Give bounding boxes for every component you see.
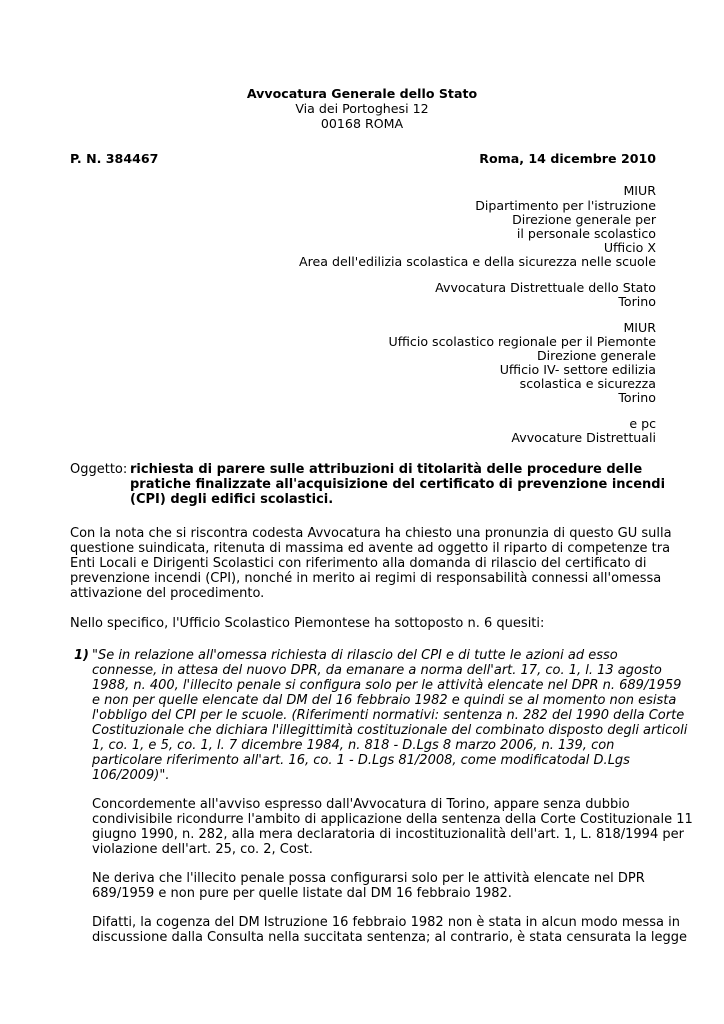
subject-line: richiesta di parere sulle attribuzioni di titolarità delle procedure delle	[130, 462, 643, 477]
paragraph-line: prevenzione incendi (CPI), nonché in merito ai regimi di responsabilità connessi all'omessa	[70, 571, 662, 586]
recipient-line: Dipartimento per l'istruzione	[475, 198, 656, 213]
recipient-line: Ufficio scolastico regionale per il Piemonte	[388, 334, 656, 349]
recipient-line: Direzione generale per	[512, 212, 656, 227]
quote-line: 1, co. 1, e 5, co. 1, l. 7 dicembre 1984, n. 818 - D.Lgs 8 marzo 2006, n. 139, con	[92, 738, 615, 753]
subject-line: pratiche finalizzate all'acquisizione del certificato di prevenzione incendi	[130, 477, 666, 492]
recipient-line: Avvocature Distrettuali	[511, 430, 656, 445]
recipient-line: MIUR	[623, 320, 656, 335]
protocol-number: P. N. 384467	[70, 151, 159, 166]
quote-line: 106/2009)".	[92, 768, 170, 783]
paragraph-line: 689/1959 e non pure per quelle listate dal DM 16 febbraio 1982.	[92, 886, 512, 901]
recipient-line: Ufficio IV- settore edilizia	[499, 362, 656, 377]
quote-line: l'obbligo del CPI per le scuole. (Riferimenti normativi: sentenza n. 282 del 1990 della Corte	[92, 708, 685, 723]
recipient-line: scolastica e sicurezza	[519, 376, 656, 391]
paragraph-line: Difatti, la cogenza del DM Istruzione 16 febbraio 1982 non è stata in alcun modo messa in	[92, 915, 680, 930]
subject-label: Oggetto:	[70, 462, 128, 477]
subject-line: (CPI) degli edifici scolastici.	[130, 492, 334, 507]
quote-line: e non per quelle elencate dal DM del 16 febbraio 1982 e quindi se al momento non esista	[92, 693, 677, 708]
paragraph-line: attivazione del procedimento.	[70, 586, 265, 601]
recipient-line: Area dell'edilizia scolastica e della sicurezza nelle scuole	[299, 254, 656, 269]
quote-line: 1988, n. 400, l'illecito penale si configura solo per le attività elencate nel DPR n. 689/1959	[92, 678, 682, 693]
sender-street: Via dei Portoghesi 12	[295, 101, 429, 116]
recipient-line: Avvocatura Distrettuale dello Stato	[435, 280, 656, 295]
recipient-line: Ufficio X	[603, 240, 656, 255]
quote-line: particolare riferimento all'art. 16, co. 1 - D.Lgs 81/2008, come modificatodal D.Lgs	[92, 753, 630, 768]
item-number: 1)	[74, 648, 89, 663]
paragraph-line: Enti Locali e Dirigenti Scolastici con riferimento alla domanda di rilascio del certificato di	[70, 556, 647, 571]
quote-line: "Se in relazione all'omessa richiesta di rilascio del CPI e di tutte le azioni ad esso	[92, 648, 618, 663]
paragraph-line: violazione dell'art. 25, co. 2, Cost.	[92, 842, 313, 857]
quesiti-intro: Nello specifico, l'Ufficio Scolastico Piemontese ha sottoposto n. 6 quesiti:	[70, 616, 545, 631]
recipient-line: Torino	[618, 390, 656, 405]
letter-date: Roma, 14 dicembre 2010	[479, 151, 656, 166]
quote-line: connesse, in attesa del nuovo DPR, da emanare a norma dell'art. 17, co. 1, l. 13 agosto	[92, 663, 662, 678]
recipient-line: e pc	[629, 416, 656, 431]
recipient-line: Direzione generale	[536, 348, 656, 363]
paragraph-line: discussione dalla Consulta nella succitata sentenza; al contrario, è stata censurata la legge	[92, 930, 688, 945]
paragraph-line: Concordemente all'avviso espresso dall'Avvocatura di Torino, appare senza dubbio	[92, 797, 630, 812]
sender-organization: Avvocatura Generale dello Stato	[246, 86, 478, 101]
paragraph-line: giugno 1990, n. 282, alla mera declaratoria di incostituzionalità dell'art. 1, L. 818/1994 per	[92, 827, 684, 842]
paragraph-line: condivisibile ricondurre l'ambito di applicazione della sentenza della Corte Costituzionale 11	[92, 812, 693, 827]
paragraph-line: Con la nota che si riscontra codesta Avvocatura ha chiesto una pronunzia di questo GU sulla	[70, 526, 672, 541]
quote-line: Costituzionale che dichiara l'illegittimità costituzionale del combinato disposto degli articoli	[92, 723, 688, 738]
recipient-line: Torino	[618, 294, 656, 309]
recipient-line: il personale scolastico	[516, 226, 656, 241]
paragraph-line: Ne deriva che l'illecito penale possa configurarsi solo per le attività elencate nel DPR	[92, 871, 645, 886]
sender-city: 00168 ROMA	[320, 116, 404, 131]
paragraph-line: questione suindicata, ritenuta di massima ed avente ad oggetto il riparto di competenze tra	[70, 541, 671, 556]
recipient-line: MIUR	[623, 183, 656, 198]
